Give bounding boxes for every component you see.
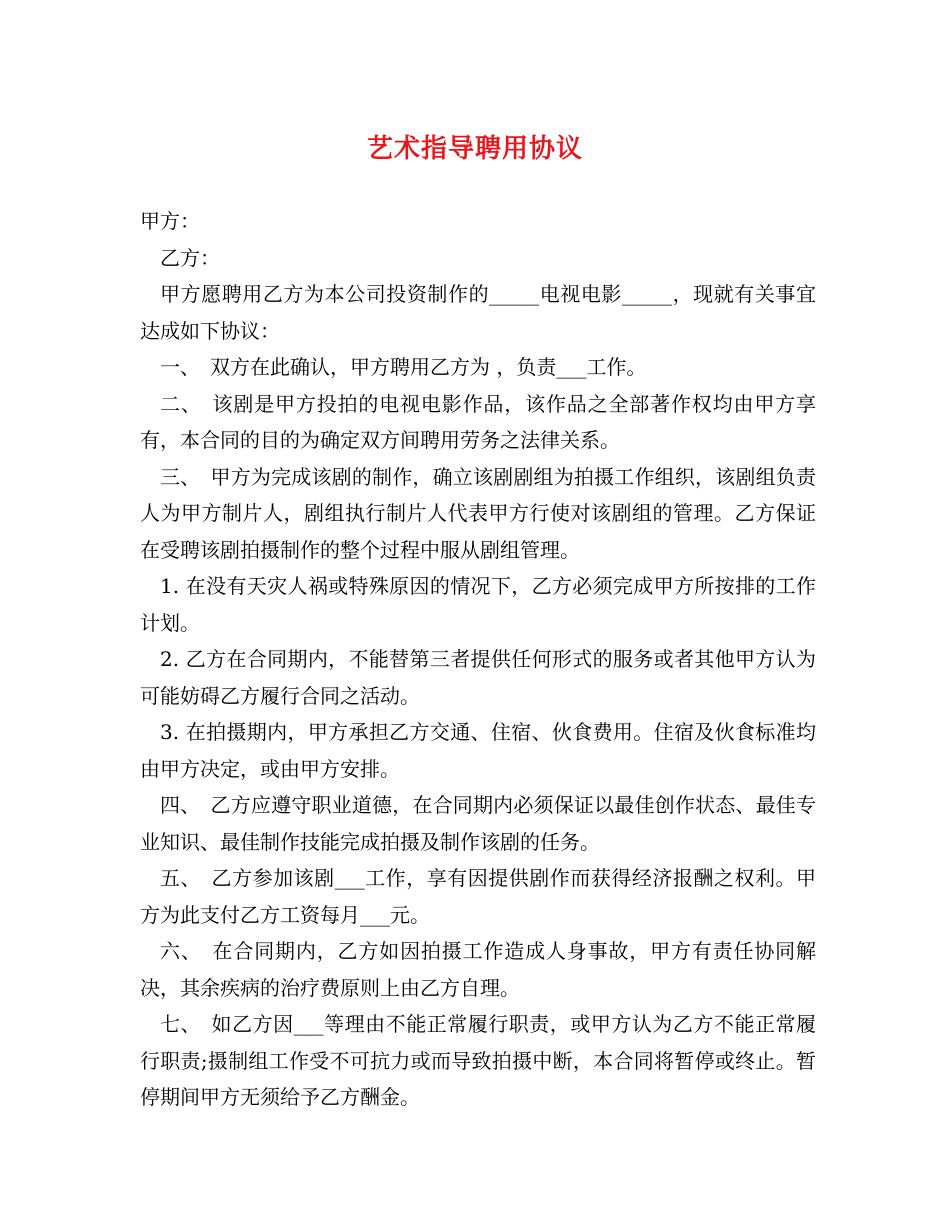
clause-3: 三、 甲方为完成该剧的制作，确立该剧剧组为拍摄工作组织，该剧组负责人为甲方制片人，剧组执行制片人代表甲方行使对该剧组的管理。乙方保证在受聘该剧拍摄制作的整个过程中服从剧组管理。: [140, 464, 816, 562]
party-b-line: 乙方：: [160, 245, 220, 270]
clause-2: 二、 该剧是甲方投拍的电视电影作品，该作品之全部著作权均由甲方享有，本合同的目的为确定双方间聘用劳务之法律关系。: [140, 391, 816, 452]
preamble-paragraph: 甲方愿聘用乙方为本公司投资制作的_____电视电影_____，现就有关事宜达成如下协议：: [140, 282, 816, 343]
clause-1: 一、 双方在此确认，甲方聘用乙方为 ，负责___工作。: [160, 355, 647, 379]
clause-3-item-1: 1. 在没有天灾人祸或特殊原因的情况下，乙方必须完成甲方所按排的工作计划。: [140, 574, 816, 635]
clause-6: 六、 在合同期内，乙方如因拍摄工作造成人身事故，甲方有责任协同解决，其余疾病的治疗费原则上由乙方自理。: [140, 939, 816, 1000]
clause-7: 七、 如乙方因___等理由不能正常履行职责，或甲方认为乙方不能正常履行职责;摄制组工作受不可抗力或而导致拍摄中断，本合同将暂停或终止。暂停期间甲方无须给予乙方酬金。: [140, 1012, 816, 1109]
document-title: 艺术指导聘用协议: [366, 134, 583, 164]
party-a-line: 甲方：: [140, 209, 200, 233]
clause-5: 五、 乙方参加该剧___工作，享有因提供剧作而获得经济报酬之权利。甲方为此支付乙方工资每月___元。: [140, 866, 816, 927]
clause-4: 四、 乙方应遵守职业道德，在合同期内必须保证以最佳创作状态、最佳专业知识、最佳制作技能完成拍摄及制作该剧的任务。: [140, 793, 816, 854]
clause-3-item-2: 2. 乙方在合同期内，不能替第三者提供任何形式的服务或者其他甲方认为可能妨碍乙方履行合同之活动。: [140, 647, 816, 708]
clause-3-item-3: 3. 在拍摄期内，甲方承担乙方交通、住宿、伙食费用。住宿及伙食标准均由甲方决定，或由甲方安排。: [140, 720, 816, 781]
document-body: [140, 203, 816, 1116]
